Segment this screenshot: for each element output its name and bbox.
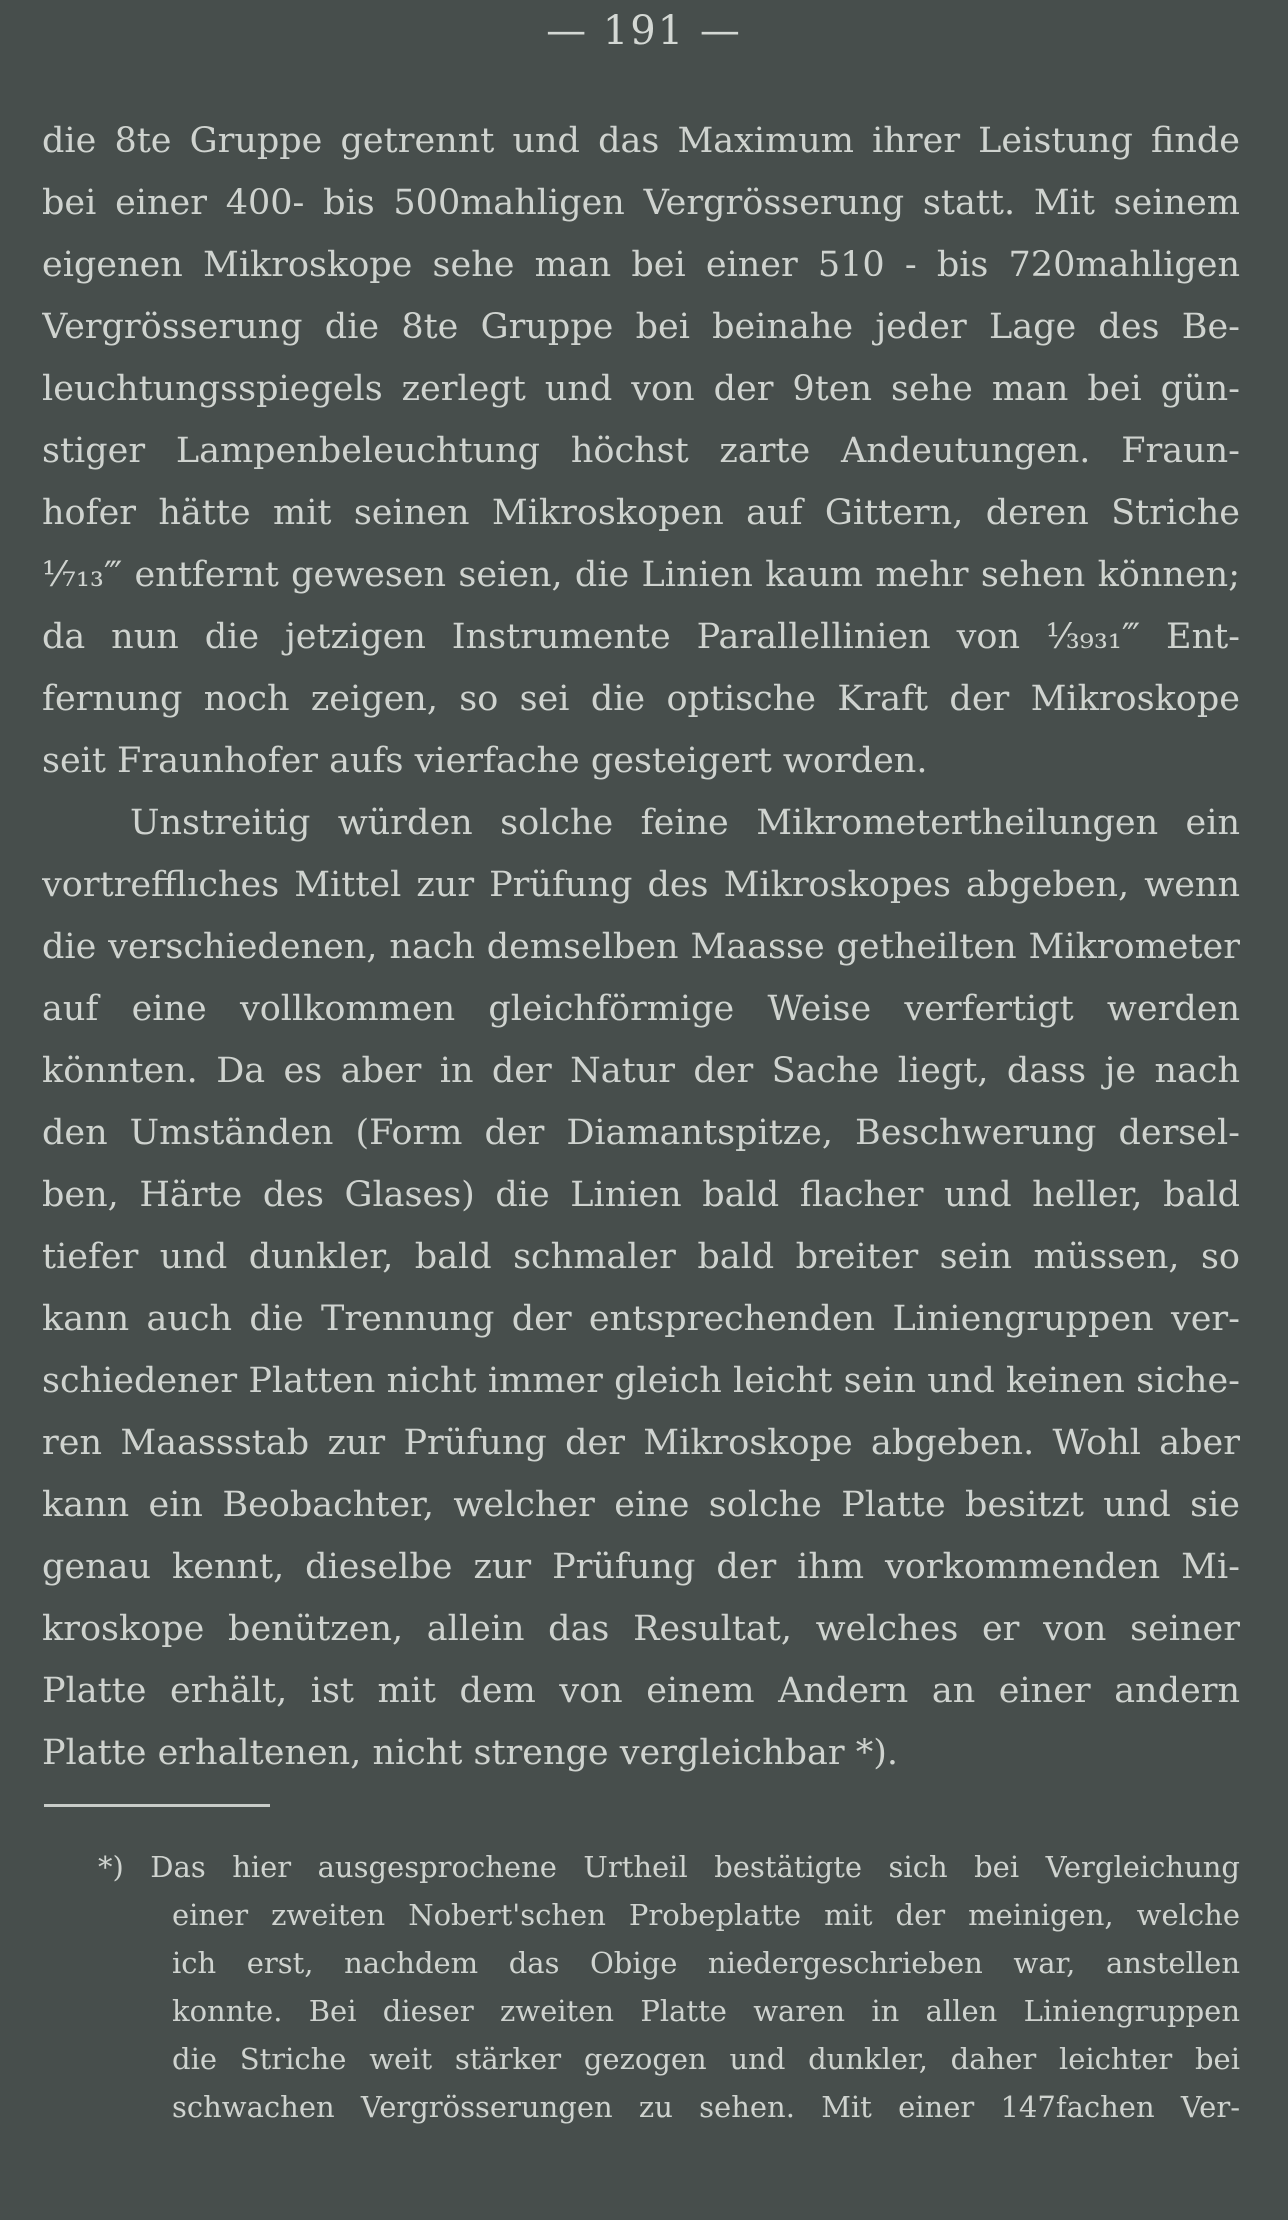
text-line: da nun die jetzigen Instrumente Parallellinien von ⅟₃₉₃₁‴ Ent-	[42, 617, 1240, 657]
text-line: die 8te Gruppe getrennt und das Maximum ihrer Leistung finde	[42, 121, 1240, 161]
text-line: Vergrösserung die 8te Gruppe bei beinahe jeder Lage des Be-	[42, 307, 1240, 347]
text-line: ren Maassstab zur Prüfung der Mikroskope abgeben. Wohl aber	[42, 1423, 1240, 1463]
footnote-line: die Striche weit stärker gezogen und dunkler, daher leichter bei	[172, 2042, 1240, 2076]
text-line: auf eine vollkommen gleichförmige Weise verfertigt werden	[42, 989, 1240, 1029]
text-line: seit Fraunhofer aufs vierfache gesteigert worden.	[42, 741, 928, 781]
text-line: vortrefflıches Mittel zur Prüfung des Mikroskopes abgeben, wenn	[42, 865, 1240, 905]
text-line: die verschiedenen, nach demselben Maasse getheilten Mikrometer	[42, 927, 1240, 967]
footnote-line: ich erst, nachdem das Obige niedergeschrieben war, anstellen	[172, 1946, 1240, 1980]
footnote-line: einer zweiten Nobert'schen Probeplatte mit der meinigen, welche	[172, 1898, 1240, 1932]
text-line: schiedener Platten nicht immer gleich leicht sein und keinen siche-	[42, 1361, 1240, 1401]
text-line: Platte erhält, ist mit dem von einem Andern an einer andern	[42, 1671, 1240, 1711]
text-line: kann ein Beobachter, welcher eine solche Platte besitzt und sie	[42, 1485, 1240, 1525]
text-line: kann auch die Trennung der entsprechenden Liniengruppen ver-	[42, 1299, 1240, 1339]
text-line: leuchtungsspiegels zerlegt und von der 9ten sehe man bei gün-	[42, 369, 1240, 409]
text-line: tiefer und dunkler, bald schmaler bald breiter sein müssen, so	[42, 1237, 1240, 1277]
text-line: hofer hätte mit seinen Mikroskopen auf Gittern, deren Striche	[42, 493, 1240, 533]
text-line: könnten. Da es aber in der Natur der Sache liegt, dass je nach	[42, 1051, 1240, 1091]
text-line: ⅟₇₁₃‴ entfernt gewesen seien, die Linien kaum mehr sehen können;	[42, 555, 1240, 595]
footnote-line: schwachen Vergrösserungen zu sehen. Mit einer 147fachen Ver-	[172, 2090, 1240, 2124]
text-line: eigenen Mikroskope sehe man bei einer 510 - bis 720mahligen	[42, 245, 1240, 285]
text-line: genau kennt, dieselbe zur Prüfung der ihm vorkommenden Mi-	[42, 1547, 1240, 1587]
footnote-line: konnte. Bei dieser zweiten Platte waren in allen Liniengruppen	[172, 1994, 1240, 2028]
footnote	[100, 1843, 1240, 2131]
main-text	[42, 110, 1240, 1784]
text-line: bei einer 400- bis 500mahligen Vergrösserung statt. Mit seinem	[42, 183, 1240, 223]
text-line: ben, Härte des Glases) die Linien bald flacher und heller, bald	[42, 1175, 1240, 1215]
text-line: kroskope benützen, allein das Resultat, welches er von seiner	[42, 1609, 1240, 1649]
text-line: Platte erhaltenen, nicht strenge vergleichbar *).	[42, 1733, 899, 1773]
footnote-separator	[44, 1804, 270, 1807]
text-line: den Umständen (Form der Diamantspitze, Beschwerung dersel-	[42, 1113, 1240, 1153]
text-line: fernung noch zeigen, so sei die optische Kraft der Mikroskope	[42, 679, 1240, 719]
text-line: stiger Lampenbeleuchtung höchst zarte Andeutungen. Fraun-	[42, 431, 1240, 471]
paragraph-start-line: Unstreitig würden solche feine Mikrometertheilungen ein	[130, 803, 1240, 843]
footnote-line: *) Das hier ausgesprochene Urtheil bestätigte sich bei Vergleichung	[98, 1850, 1240, 1884]
page-number: — 191 —	[546, 8, 742, 54]
